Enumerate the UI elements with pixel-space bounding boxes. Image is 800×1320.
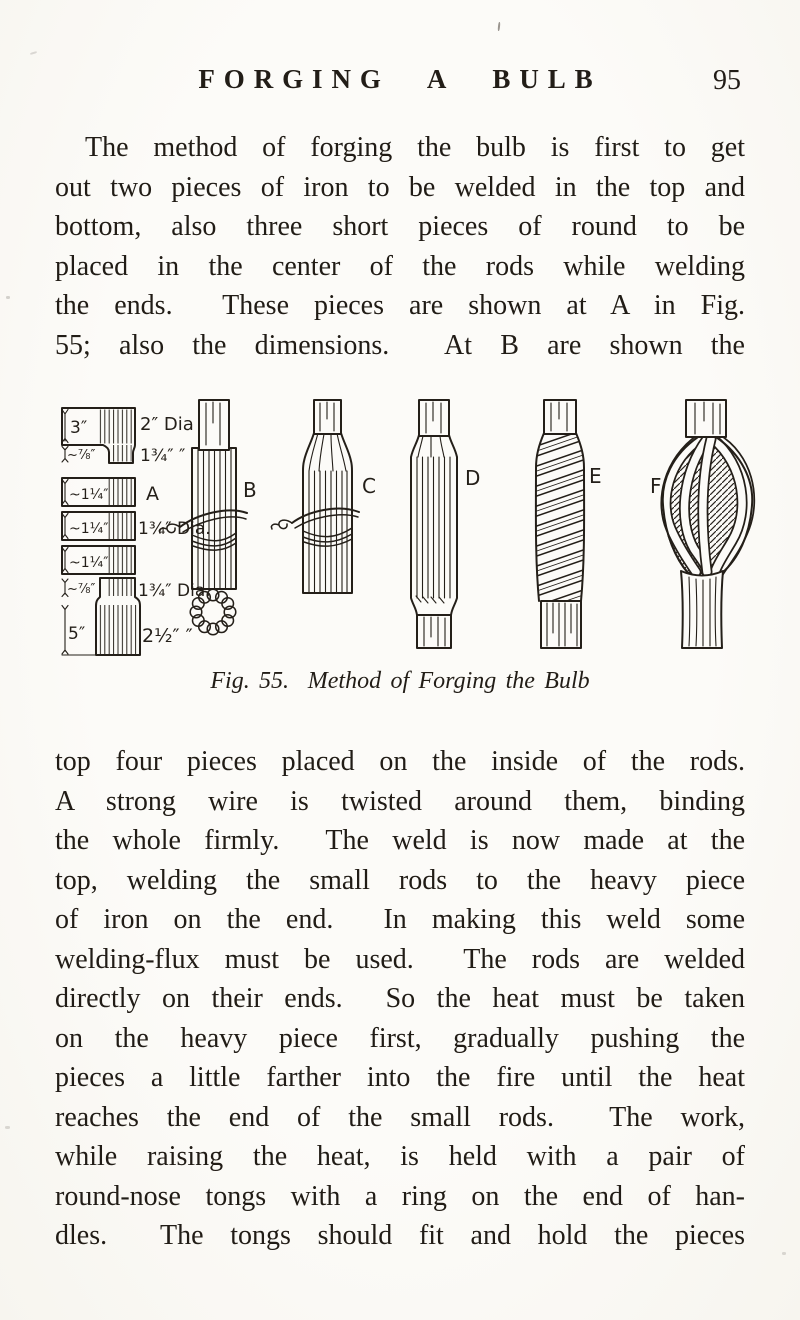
dim-length-short-1: ~1¼″: [69, 487, 109, 503]
text-line: the ends. These pieces are shown at A in Fig.: [55, 290, 745, 321]
figure-55-illustration: [50, 393, 760, 665]
dim-dia-short: 1¾″ Dia.: [138, 519, 211, 539]
top-welded-bundle-c: [271, 400, 375, 593]
text-line: The method of forging the bulb is first to get: [85, 132, 745, 163]
dim-length-bottom: 5″: [68, 624, 86, 644]
scan-speck: [5, 1126, 10, 1129]
paragraph-1: [55, 128, 745, 365]
dim-dia-neck-top: 1¾″ ″: [140, 446, 186, 466]
text-line: dles. The tongs should fit and hold the pieces: [55, 1220, 745, 1251]
running-head: [55, 64, 745, 98]
figure-label-a: A: [146, 483, 159, 505]
text-line: 55; also the dimensions. At B are shown the: [55, 329, 745, 361]
figure-label-f: F: [650, 474, 662, 498]
dim-length-short-2: ~1¼″: [69, 521, 109, 537]
dim-dia-neck-bottom: 1¾″ Dia.: [138, 581, 211, 601]
paragraph-2: [55, 742, 745, 1256]
both-ends-welded-d: [411, 400, 480, 648]
scan-speck: [30, 51, 37, 55]
twisted-bundle-e: [534, 400, 602, 648]
figure-label-c: C: [362, 474, 376, 498]
text-line: welding-flux must be used. The rods are welded: [55, 943, 745, 975]
scan-speck: [498, 22, 501, 31]
dim-length-short-3: ~1¼″: [69, 555, 109, 571]
dim-length-neck-top: ~⅞″: [67, 448, 96, 463]
text-line: while raising the heat, is held with a pair of: [55, 1141, 745, 1172]
text-line: A strong wire is twisted around them, binding: [55, 785, 745, 817]
text-line: bottom, also three short pieces of round to be: [55, 211, 745, 242]
figure-label-b: B: [243, 478, 257, 502]
text-line: top, welding the small rods to the heavy piece: [55, 864, 745, 896]
figure-caption: Fig. 55. Method of Forging the Bulb: [210, 668, 590, 694]
scan-speck: [6, 296, 10, 299]
page-number: 95: [713, 65, 741, 96]
dim-length-top: 3″: [70, 418, 88, 438]
text-line: reaches the end of the small rods. The work,: [55, 1101, 745, 1133]
text-line: on the heavy piece first, gradually pushing the: [55, 1022, 745, 1054]
page-title: FORGING A BULB: [198, 64, 602, 94]
text-line: out two pieces of iron to be welded in the top and: [55, 171, 745, 203]
figure-label-e: E: [589, 464, 602, 488]
dim-dia-bottom: 2½″ ″: [142, 625, 193, 647]
figure-label-d: D: [465, 466, 481, 490]
text-line: the whole firmly. The weld is now made at the: [55, 825, 745, 856]
stock-pieces-diagram-a: [62, 408, 211, 655]
text-line: directly on their ends. So the heat must be taken: [55, 983, 745, 1014]
text-line: placed in the center of the rods while welding: [55, 250, 745, 282]
dim-length-neck-bottom: ~⅞″: [67, 582, 96, 597]
opened-bulb-f: [650, 400, 752, 648]
text-line: round-nose tongs with a ring on the end of han-: [55, 1180, 745, 1212]
text-line: top four pieces placed on the inside of the rods.: [55, 746, 745, 777]
dim-dia-top: 2″ Dia: [140, 414, 194, 435]
text-line: pieces a little farther into the fire until the heat: [55, 1062, 745, 1093]
scan-speck: [782, 1252, 786, 1255]
text-line: of iron on the end. In making this weld some: [55, 904, 745, 935]
